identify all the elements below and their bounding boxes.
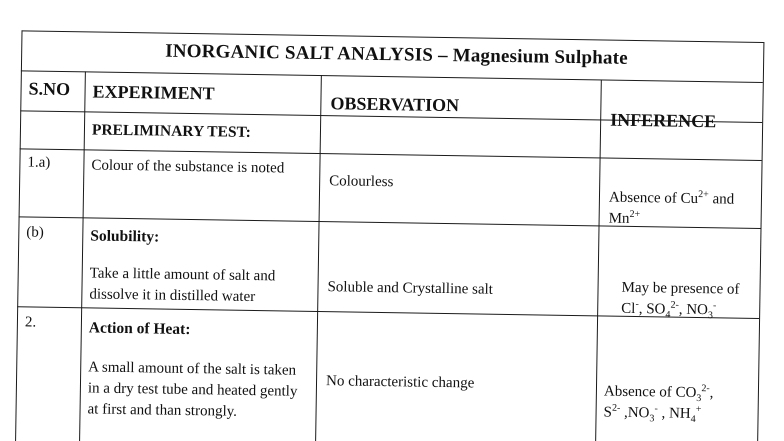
sulphide-charge: 2- xyxy=(611,402,621,414)
header-experiment: EXPERIMENT xyxy=(92,81,215,104)
nitrate: ,NO xyxy=(620,404,650,422)
row3-experiment: A small amount of the salt is taken in a dry test tube and heated gently at first and than strongly. xyxy=(87,359,298,420)
mn-charge: 2+ xyxy=(629,208,641,221)
row1-observation: Colourless xyxy=(329,173,394,191)
title-row-divider xyxy=(21,70,763,83)
nitrate-charge: - xyxy=(712,300,717,312)
ammonium-charge: + xyxy=(695,403,702,416)
table-border-top xyxy=(22,30,764,43)
nitrate: , NO xyxy=(678,301,709,319)
comma: , xyxy=(709,385,714,402)
col-divider-observation xyxy=(595,79,602,441)
table-border-left xyxy=(15,30,22,441)
cu-charge: 2+ xyxy=(698,188,709,201)
col-divider-experiment xyxy=(315,75,322,441)
row2-inference xyxy=(621,278,740,322)
row1-sno: 1.a) xyxy=(27,154,51,171)
ammonium-subscript: 4 xyxy=(690,413,696,425)
preliminary-test-heading: PRELIMINARY TEST: xyxy=(91,121,252,141)
row1-inference-and: and xyxy=(708,191,735,208)
row2-observation: Soluble and Crystalline salt xyxy=(327,279,494,298)
action-of-heat-heading: Action of Heat: xyxy=(88,319,191,339)
carbonate-subscript: 3 xyxy=(696,392,702,405)
row2-sno: (b) xyxy=(26,224,44,241)
col-divider-sno xyxy=(79,71,86,441)
row2-experiment: Take a little amount of salt and dissolve it in distilled water xyxy=(89,265,276,306)
row1-inference-mn: Mn xyxy=(608,210,630,227)
header-observation: OBSERVATION xyxy=(330,93,460,116)
solubility-heading: Solubility: xyxy=(90,227,160,246)
chloride-charge: - xyxy=(635,299,639,311)
table-border-right xyxy=(757,42,764,441)
row3-sno: 2. xyxy=(24,314,37,331)
nitrate-charge: - xyxy=(654,403,658,415)
row3-inference-line1: Absence of CO xyxy=(603,383,697,401)
ammonium: , NH xyxy=(657,405,691,422)
sulphate: , SO xyxy=(638,301,666,318)
row3-observation: No characteristic change xyxy=(325,373,475,392)
sulphide: S xyxy=(603,404,613,421)
row1-inference-text: Absence of Cu xyxy=(608,189,699,207)
nitrate-subscript: 3 xyxy=(707,310,713,322)
sulphate-charge: 2- xyxy=(670,299,679,311)
document-title: INORGANIC SALT ANALYSIS – Magnesium Sulphate xyxy=(165,40,628,69)
carbonate-charge: 2- xyxy=(701,383,710,395)
row3-inference xyxy=(603,382,713,426)
header-inference: INFERENCE xyxy=(610,109,717,132)
row2-inference-line1: May be presence of xyxy=(621,279,740,298)
sulphate-subscript: 4 xyxy=(665,309,671,321)
nitrate-subscript: 3 xyxy=(649,413,655,425)
row1-inference xyxy=(608,188,734,232)
header-sno: S.NO xyxy=(28,78,71,100)
row1-experiment: Colour of the substance is noted xyxy=(91,157,285,177)
chloride: Cl xyxy=(621,300,636,318)
